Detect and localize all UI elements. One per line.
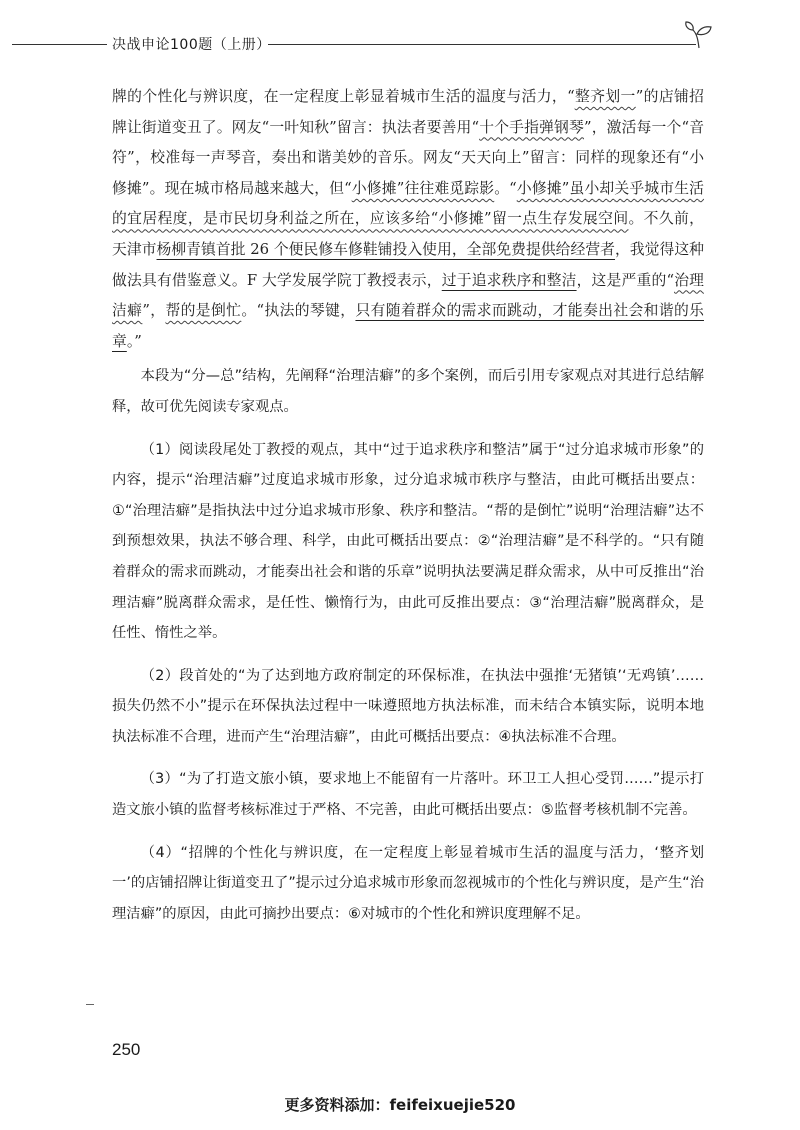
quote-text: 。不久前，天津市 (112, 210, 704, 258)
underlined-phrase: 杨柳青镇首批 26 个便民修车修鞋铺投入使用，全部免费提供给经营者 (156, 240, 616, 258)
quote-text: 。“ (494, 179, 517, 197)
page-number: 250 (112, 1040, 141, 1059)
underlined-phrase: 只有随着群众的需求而跳动，才能奏出社会和谐的乐章 (112, 302, 704, 350)
material-quote-paragraph (112, 82, 704, 357)
analysis-item: （2）段首处的“为了达到地方政府制定的环保标准，在执法中强推‘无猪镇’‘无鸡镇’…… 损失仍然不小”提示在环保执法过程中一味遵照地方执法标准，而未结合本镇实际，说明本地执法标准不合理，进而产生“治理洁癖”，由此可概括出要点：④执法标准不合理。 (112, 667, 704, 745)
marked-phrase: 小修摊”往往难觅踪影 (351, 179, 495, 197)
quote-text: ”， (142, 302, 166, 320)
quote-text: ，我觉得这种做法具有借鉴意义。F 大学发展学院丁教授表示， (112, 240, 704, 289)
analysis-item: （4）“招牌的个性化与辨识度，在一定程度上彰显着城市生活的温度与活力，‘整齐划一’的店铺招牌让街道变丑了”提示过分追求城市形象而忽视城市的个性化与辨识度，是产生“治理洁癖”的原因，由此可摘抄出要点：⑥对城市的个性化和辨识度理解不足。 (112, 844, 704, 922)
quote-text: 。“执法的琴键， (241, 302, 356, 320)
quote-text: ”，激活每一个“音符”，校准每一声琴音，奏出和谐美妙的音乐。网友“天天向上”留言：同样的现象还有“小修摊”。现在城市格局越来越大，但“ (112, 118, 704, 197)
sprout-icon (682, 18, 716, 52)
marked-phrase: 治理洁癖 (112, 271, 704, 320)
analysis-item: （1）阅读段尾处丁教授的观点，其中“过于追求秩序和整洁”属于“过分追求城市形象”的内容，提示“治理洁癖”过度追求城市形象，过分追求城市秩序与整洁，由此可概括出要点：①“治理洁癖”是指执法中过分追求城市形象、秩序和整洁。“帮的是倒忙”说明“治理洁癖”达不到预想效果，执法不够合理、科学，由此可概括出要点：②“治理洁癖”是不科学的。“只有随着群众的需求而跳动，才能奏出社会和谐的乐章”说明执法要满足群众需求，从中可反推出“治理洁癖”脱离群众需求，是任性、懒惰行为，由此可反推出要点：③“治理洁癖”脱离群众，是任性、惰性之举。 (112, 441, 704, 642)
quote-text: 牌的个性化与辨识度，在一定程度上彰显着城市生活的温度与活力，“ (112, 88, 575, 105)
quote-text: ”的店铺招牌让街道变丑了。网友“一叶知秋”留言：执法者要善用“ (112, 88, 704, 136)
marked-phrase: 帮的是倒忙 (165, 302, 242, 320)
page-content (112, 82, 704, 929)
marked-phrase: 整齐划一 (574, 88, 636, 105)
footer-note: 更多资料添加：feifeixuejie520 (284, 1096, 516, 1114)
quote-text: ，这是严重的“ (576, 271, 675, 289)
header-rule-right (268, 44, 696, 45)
book-title: 决战申论100题（上册） (112, 37, 271, 53)
analysis-item: （3）“为了打造文旅小镇，要求地上不能留有一片落叶。环卫工人担心受罚……”提示打造文旅小镇的监督考核标准过于严格、不完善，由此可概括出要点：⑤监督考核机制不完善。 (112, 771, 704, 819)
header-rule-left (12, 44, 107, 45)
quote-text: 。” (126, 332, 142, 350)
marked-phrase: 十个手指弹钢琴 (479, 118, 584, 136)
underlined-phrase: 过于追求秩序和整洁 (441, 271, 577, 289)
running-header (0, 26, 800, 66)
analysis-intro: 本段为“分—总”结构，先阐释“治理洁癖”的多个案例，而后引用专家观点对其进行总结解释，故可优先阅读专家观点。 (112, 368, 704, 415)
scan-mark (86, 1004, 94, 1005)
marked-phrase: 小修摊”虽小却关乎城市生活的宜居程度，是市民切身利益之所在，应该多给“小修摊”留一点生存发展空间 (112, 179, 704, 228)
